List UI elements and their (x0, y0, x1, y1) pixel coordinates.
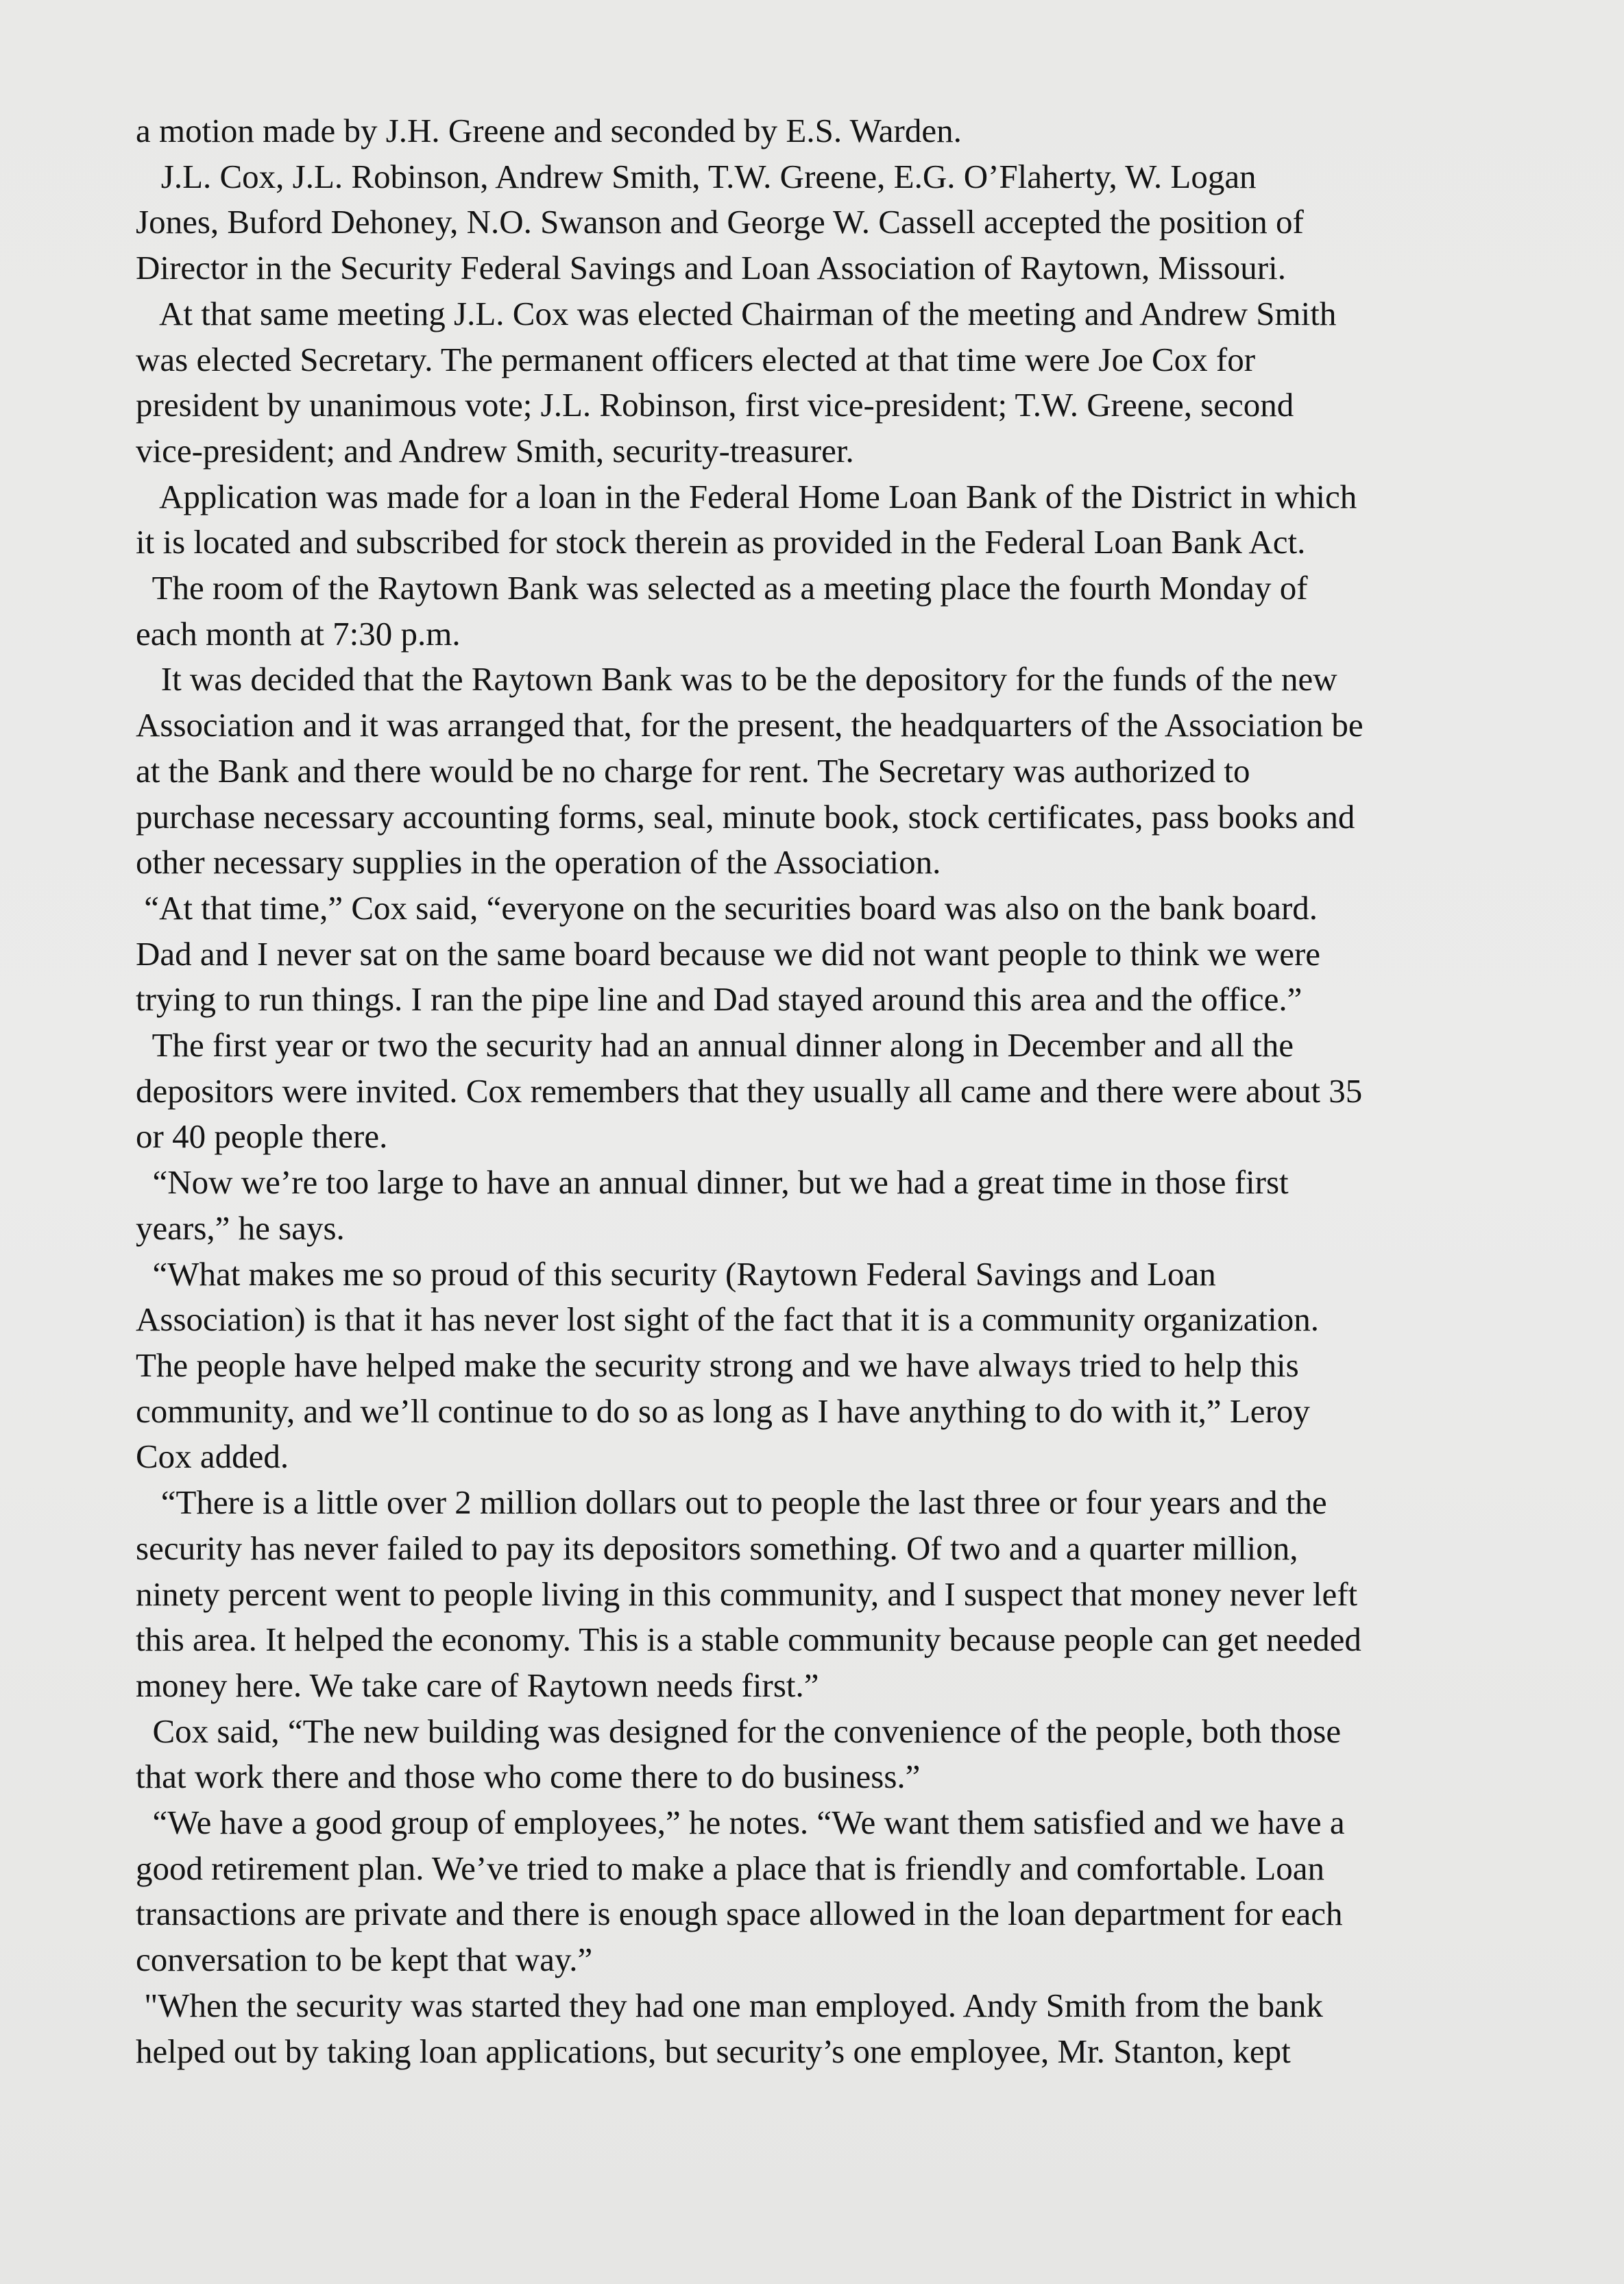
text-line: “We have a good group of employees,” he notes. “We want them satisfied and we have a (136, 1803, 1345, 1842)
text-line: this area. It helped the economy. This is a stable community because people can get needed (136, 1620, 1361, 1659)
text-line: other necessary supplies in the operation of the Association. (136, 843, 941, 882)
text-line: J.L. Cox, J.L. Robinson, Andrew Smith, T.W. Greene, E.G. O’Flaherty, W. Logan (136, 157, 1257, 195)
text-line: vice-president; and Andrew Smith, security-treasurer. (136, 431, 854, 470)
text-line: Association) is that it has never lost sight of the fact that it is a community organization. (136, 1300, 1320, 1339)
text-line: “What makes me so proud of this security (Raytown Federal Savings and Loan (136, 1254, 1216, 1293)
text-line: helped out by taking loan applications, but security’s one employee, Mr. Stanton, kept (136, 2032, 1291, 2070)
text-line: or 40 people there. (136, 1117, 388, 1156)
text-line: was elected Secretary. The permanent officers elected at that time were Joe Cox for (136, 340, 1256, 378)
text-line: Dad and I never sat on the same board because we did not want people to think we were (136, 934, 1321, 973)
text-line: at the Bank and there would be no charge for rent. The Secretary was authorized to (136, 751, 1250, 790)
text-line: Application was made for a loan in the Federal Home Loan Bank of the District in which (136, 477, 1357, 515)
text-line: money here. We take care of Raytown needs first.” (136, 1666, 819, 1704)
text-line: president by unanimous vote; J.L. Robinson, first vice-president; T.W. Greene, second (136, 386, 1294, 424)
text-line: ninety percent went to people living in this community, and I suspect that money never left (136, 1575, 1358, 1613)
body-text (136, 108, 1514, 2074)
text-line: depositors were invited. Cox remembers that they usually all came and there were about 35 (136, 1071, 1363, 1110)
text-line: purchase necessary accounting forms, seal, minute book, stock certificates, pass books and (136, 797, 1355, 836)
text-line: conversation to be kept that way.” (136, 1941, 593, 1979)
text-line: Cox added. (136, 1437, 289, 1476)
text-line: Cox said, “The new building was designed for the convenience of the people, both those (136, 1712, 1342, 1750)
text-line: security has never failed to pay its depositors something. Of two and a quarter million, (136, 1529, 1298, 1567)
text-line: Jones, Buford Dehoney, N.O. Swanson and George W. Cassell accepted the position of (136, 203, 1304, 241)
text-line: “At that time,” Cox said, “everyone on the securities board was also on the bank board. (136, 888, 1318, 927)
text-line: trying to run things. I ran the pipe line and Dad stayed around this area and the office.” (136, 980, 1302, 1019)
text-line: each month at 7:30 p.m. (136, 614, 461, 653)
text-line: “There is a little over 2 million dollars out to people the last three or four years and the (136, 1483, 1327, 1522)
text-line: “Now we’re too large to have an annual dinner, but we had a great time in those first (136, 1163, 1289, 1202)
text-line: Director in the Security Federal Savings and Loan Association of Raytown, Missouri. (136, 249, 1286, 287)
text-line: a motion made by J.H. Greene and seconded by E.S. Warden. (136, 112, 962, 149)
text-line: years,” he says. (136, 1208, 345, 1247)
text-line: community, and we’ll continue to do so as long as I have anything to do with it,” Leroy (136, 1392, 1310, 1430)
text-line: The first year or two the security had an annual dinner along in December and all the (136, 1026, 1294, 1065)
text-line: The people have helped make the security strong and we have always tried to help this (136, 1346, 1299, 1384)
text-line: transactions are private and there is enough space allowed in the loan department for each (136, 1895, 1343, 1933)
text-line: "When the security was started they had one man employed. Andy Smith from the bank (136, 1986, 1323, 2024)
text-line: that work there and those who come there to do business.” (136, 1758, 921, 1796)
text-line: The room of the Raytown Bank was selected as a meeting place the fourth Monday of (136, 569, 1308, 607)
text-line: it is located and subscribed for stock therein as provided in the Federal Loan Bank Act. (136, 523, 1306, 561)
text-line: At that same meeting J.L. Cox was elected Chairman of the meeting and Andrew Smith (136, 294, 1337, 332)
text-line: It was decided that the Raytown Bank was to be the depository for the funds of the new (136, 660, 1337, 698)
text-line: Association and it was arranged that, for the present, the headquarters of the Association be (136, 706, 1364, 744)
text-line: good retirement plan. We’ve tried to make a place that is friendly and comfortable. Loan (136, 1849, 1324, 1887)
